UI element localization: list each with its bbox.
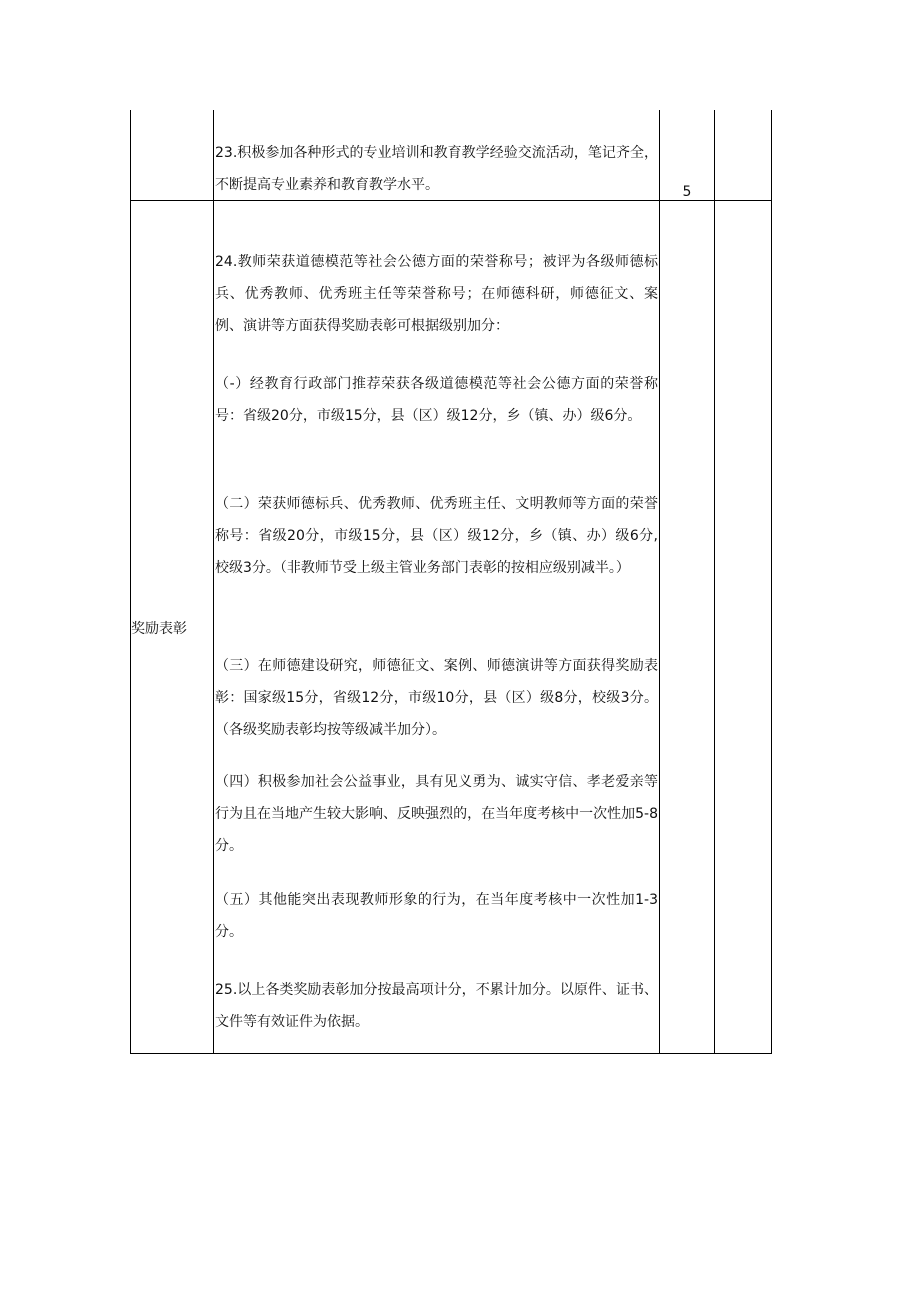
table-border-right	[771, 110, 772, 1054]
table-border-col1	[213, 110, 214, 1054]
item-24-sub-5: （五）其他能突出表现教师形象的行为，在当年度考核中一次性加1-3分。	[215, 892, 658, 940]
item-24-sub-2: （二）荣获师德标兵、优秀教师、优秀班主任、文明教师等方面的荣誉称号：省级20分，市级15分，县（区）级12分，乡（镇、办）级6分,校级3分。（非教师节受上级主管业务部门表彰的按相应级别减半。）	[215, 496, 658, 576]
item-24-intro: 24.教师荣获道德模范等社会公德方面的荣誉称号；被评为各级师德标兵、优秀教师、优秀班主任等荣誉称号；在师德科研，师德征文、案例、演讲等方面获得奖励表彰可根据级别加分：	[215, 254, 658, 334]
item-24-sub-1: （-）经教育行政部门推荐荣获各级道德模范等社会公德方面的荣誉称号：省级20分，市级15分，县（区）级12分，乡（镇、办）级6分。	[215, 376, 658, 424]
table-border-left	[130, 110, 131, 1054]
table-border-col2	[659, 110, 660, 1054]
item-23-score: 5	[682, 184, 692, 200]
item-24-sub-4: （四）积极参加社会公益事业，具有见义勇为、诚实守信、孝老爱亲等行为且在当地产生较大影响、反映强烈的，在当年度考核中一次性加5-8分。	[215, 774, 658, 854]
table-border-bottom	[130, 1053, 772, 1054]
item-24-sub-3: （三）在师德建设研究，师德征文、案例、师德演讲等方面获得奖励表彰：国家级15分，省级12分，市级10分，县（区）级8分，校级3分。（各级奖励表彰均按等级减半加分）。	[215, 658, 658, 738]
item-23-text: 23.积极参加各种形式的专业培训和教育教学经验交流活动，笔记齐全，不断提高专业素养和教育教学水平。	[215, 145, 658, 193]
category-label: 奖励表彰	[131, 621, 187, 637]
item-25-text: 25.以上各类奖励表彰加分按最高项计分，不累计加分。以原件、证书、文件等有效证件为依据。	[215, 982, 658, 1030]
table-border-col3	[714, 110, 715, 1054]
